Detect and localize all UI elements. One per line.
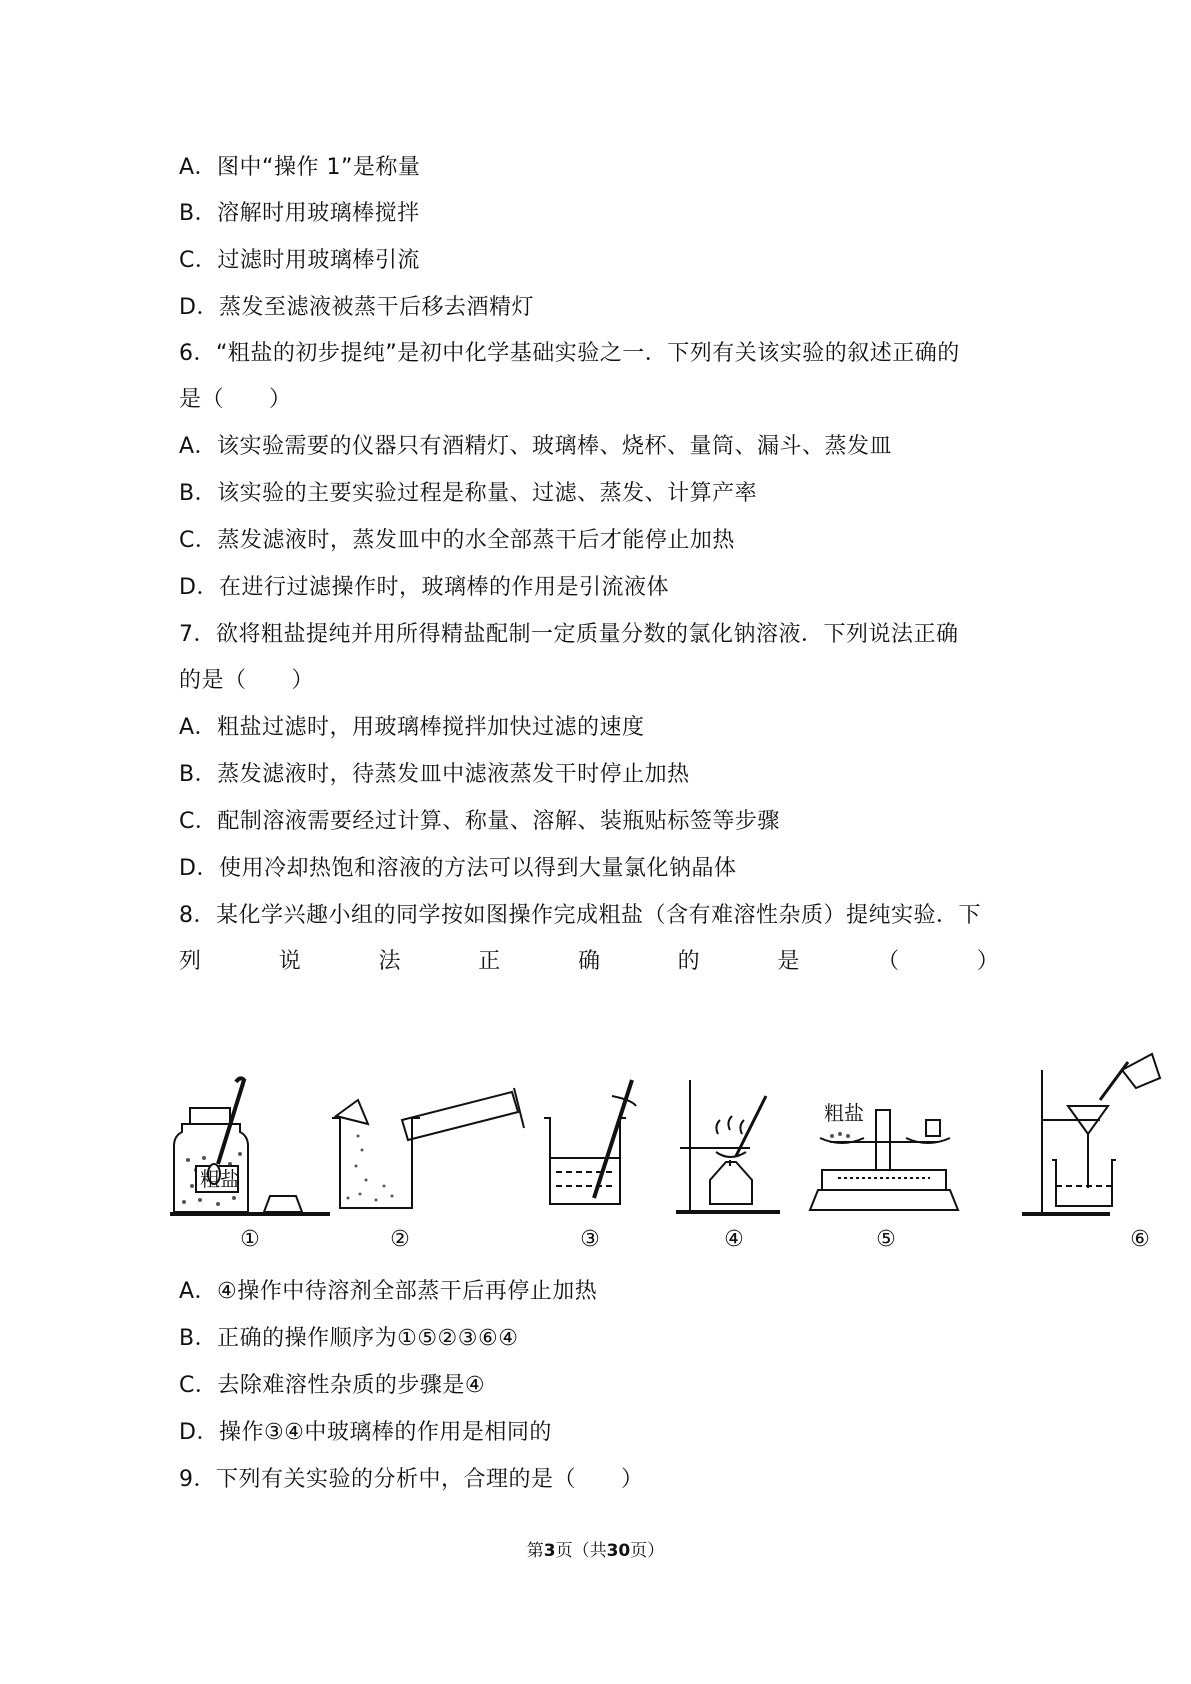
q6-option-a: A．该实验需要的仪器只有酒精灯、玻璃棒、烧杯、量筒、漏斗、蒸发皿 (179, 434, 893, 459)
word: 的 (677, 949, 700, 974)
q6-option-d: D．在进行过滤操作时，玻璃棒的作用是引流液体 (179, 575, 669, 600)
q6-stem-line2: 是（ ） (179, 387, 292, 412)
footer-middle: 页（共 (555, 1541, 607, 1561)
q7-option-b: B．蒸发滤液时，待蒸发皿中滤液蒸发干时停止加热 (179, 762, 690, 787)
word: 说 (278, 949, 301, 974)
word: 正 (478, 949, 501, 974)
reagent-jar-illustration (170, 1078, 330, 1214)
step-label-3: ③ (580, 1227, 600, 1252)
q6-option-c: C．蒸发滤液时，蒸发皿中的水全部蒸干后才能停止加热 (179, 528, 735, 553)
word: 法 (378, 949, 401, 974)
balance-illustration (810, 1110, 958, 1210)
page-footer (0, 1536, 1191, 1561)
q7-stem-line2: 的是（ ） (179, 668, 315, 693)
step-label-6: ⑥ (1130, 1227, 1150, 1252)
evaporation-illustration (676, 1080, 780, 1212)
stirring-beaker-illustration (544, 1080, 636, 1204)
cylinder-pour-illustration (332, 1088, 524, 1208)
step-label-2: ② (390, 1227, 410, 1252)
q7-option-c: C．配制溶液需要经过计算、称量、溶解、装瓶贴标签等步骤 (179, 809, 780, 834)
footer-total-pages: 30 (606, 1541, 631, 1561)
jar-label: 粗盐 (200, 1167, 240, 1191)
q7-option-d: D．使用冷却热饱和溶液的方法可以得到大量氯化钠晶体 (179, 856, 737, 881)
q9-stem: 9．下列有关实验的分析中，合理的是（ ） (179, 1467, 644, 1492)
q7-option-a: A．粗盐过滤时，用玻璃棒搅拌加快过滤的速度 (179, 715, 645, 740)
q8-stem-line1: 8．某化学兴趣小组的同学按如图操作完成粗盐（含有难溶性杂质）提纯实验．下 (179, 903, 981, 928)
step-label-5: ⑤ (876, 1227, 896, 1252)
q8-option-b: B．正确的操作顺序为①⑤②③⑥④ (179, 1326, 519, 1351)
footer-suffix: 页） (630, 1541, 665, 1561)
q8-option-a: A．④操作中待溶剂全部蒸干后再停止加热 (179, 1279, 598, 1304)
q5-option-c: C．过滤时用玻璃棒引流 (179, 248, 420, 273)
word: 列 (179, 949, 202, 974)
q5-option-b: B．溶解时用玻璃棒搅拌 (179, 201, 420, 226)
q5-option-a: A．图中“操作 1”是称量 (179, 155, 421, 180)
q7-stem-line1: 7．欲将粗盐提纯并用所得精盐配制一定质量分数的氯化钠溶液．下列说法正确 (179, 622, 959, 647)
footer-prefix: 第 (526, 1541, 544, 1561)
balance-label: 粗盐 (824, 1101, 864, 1125)
experiment-figure (170, 990, 1191, 1260)
q6-option-b: B．该实验的主要实验过程是称量、过滤、蒸发、计算产率 (179, 481, 758, 506)
word: 是 (777, 949, 800, 974)
q5-option-d: D．蒸发至滤液被蒸干后移去酒精灯 (179, 295, 534, 320)
word: （ (877, 949, 900, 974)
step-label-1: ① (240, 1227, 260, 1252)
q6-stem-line1: 6．“粗盐的初步提纯”是初中化学基础实验之一．下列有关该实验的叙述正确的 (179, 341, 960, 366)
word: ） (976, 949, 999, 974)
footer-page-number: 3 (543, 1541, 556, 1561)
q8-stem-line2 (179, 947, 999, 977)
filtration-illustration (1022, 1054, 1160, 1214)
word: 确 (577, 949, 600, 974)
q8-option-d: D．操作③④中玻璃棒的作用是相同的 (179, 1420, 552, 1445)
q8-option-c: C．去除难溶性杂质的步骤是④ (179, 1373, 486, 1398)
step-label-4: ④ (724, 1227, 744, 1252)
